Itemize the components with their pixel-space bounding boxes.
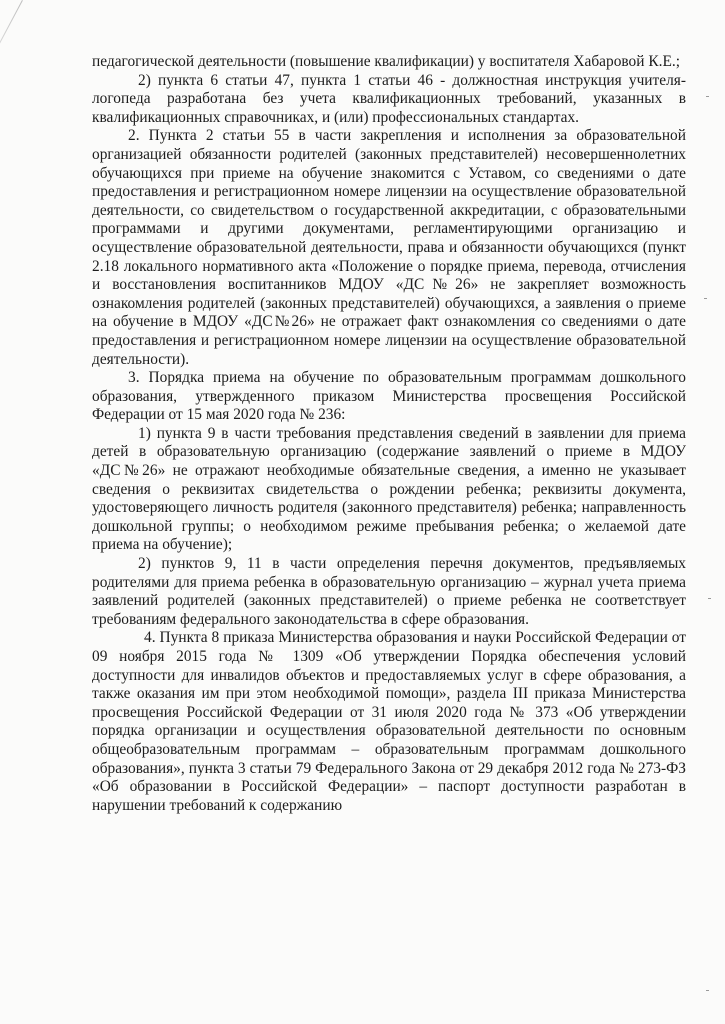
scan-speck: [708, 598, 711, 599]
paragraph-item-2-article-47: 2) пункта 6 статьи 47, пункта 1 статьи 46 - должностная инструкция учителя-логопеда разработана без учета квалификационных требований, указанных в квалификационных справочниках, и (или) профессиональных стандартах.: [92, 71, 686, 126]
scan-speck: [706, 990, 709, 991]
document-page: [92, 53, 686, 815]
paragraph-subitem-2-points-9-11: 2) пунктов 9, 11 в части определения перечня документов, предъявляемых родителями для приема ребенка в образовательную организацию – журнал учета приема заявлений родителей (законных представителей) о приеме ребенка не соответствует требованиям федерального законодательства в сфере образования.: [92, 555, 686, 628]
scan-edge-line: [0, 0, 23, 106]
paragraph-point-4-accessibility: 4. Пункта 8 приказа Министерства образования и науки Российской Федерации от 09 ноября 2015 года № 1309 «Об утверждении Порядка обеспечения условий доступности для инвалидов объектов и предоставляемых услуг в сфере образования, а также оказания им при этом необходимой помощи», раздела III приказа Министерства просвещения Российской Федерации от 31 июля 2020 года № 373 «Об утверждении порядка организации и осуществления образовательной деятельности по основным общеобразовательным программам – образовательным программам дошкольного образования», пункта 3 статьи 79 Федерального Закона от 29 декабря 2012 года № 273-ФЗ «Об образовании в Российской Федерации» – паспорт доступности разработан в нарушении требований к содержанию: [92, 629, 686, 814]
paragraph-point-3-admission-order: 3. Порядка приема на обучение по образовательным программам дошкольного образования, утвержденного приказом Министерства просвещения Российской Федерации от 15 мая 2020 года № 236:: [92, 369, 686, 424]
scan-speck: [704, 298, 707, 299]
scan-speck: [706, 96, 709, 97]
paragraph-subitem-1-point-9: 1) пункта 9 в части требования представления сведений в заявлении для приема детей в образовательную организацию (содержание заявлений о приеме в МДОУ «ДС№26» не отражают необходимые обязательные сведения, а именно не указывает сведения о реквизитах свидетельства о рождении ребенка; реквизиты документа, удостоверяющего личность родителя (законного представителя) ребенка; направленность дошкольной группы; о необходимом режиме пребывания ребенка; о желаемой дате приема на обучение);: [92, 424, 686, 554]
paragraph-continuation: педагогической деятельности (повышение квалификации) у воспитателя Хабаровой К.Е.;: [92, 53, 680, 70]
paragraph-point-2-article-55: 2. Пункта 2 статьи 55 в части закрепления и исполнения за образовательной организацией обязанности родителей (законных представителей) несовершеннолетних обучающихся при приеме на обучение знакомится с Уставом, со сведениями о дате предоставления и регистрационном номере лицензии на осуществление образовательной деятельности, со свидетельством о государственной аккредитации, с образовательными программами и другими документами, регламентирующими организацию и осуществление образовательной деятельности, права и обязанности обучающихся (пункт 2.18 локального нормативного акта «Положение о порядке приема, перевода, отчисления и восстановления воспитанников МДОУ «ДС№26» не закрепляет возможность ознакомления родителей (законных представителей) обучающихся, а заявления о приеме на обучение в МДОУ «ДС№26» не отражает факт ознакомления со сведениями о дате предоставления и регистрационном номере лицензии на осуществление образовательной деятельности).: [92, 127, 686, 368]
